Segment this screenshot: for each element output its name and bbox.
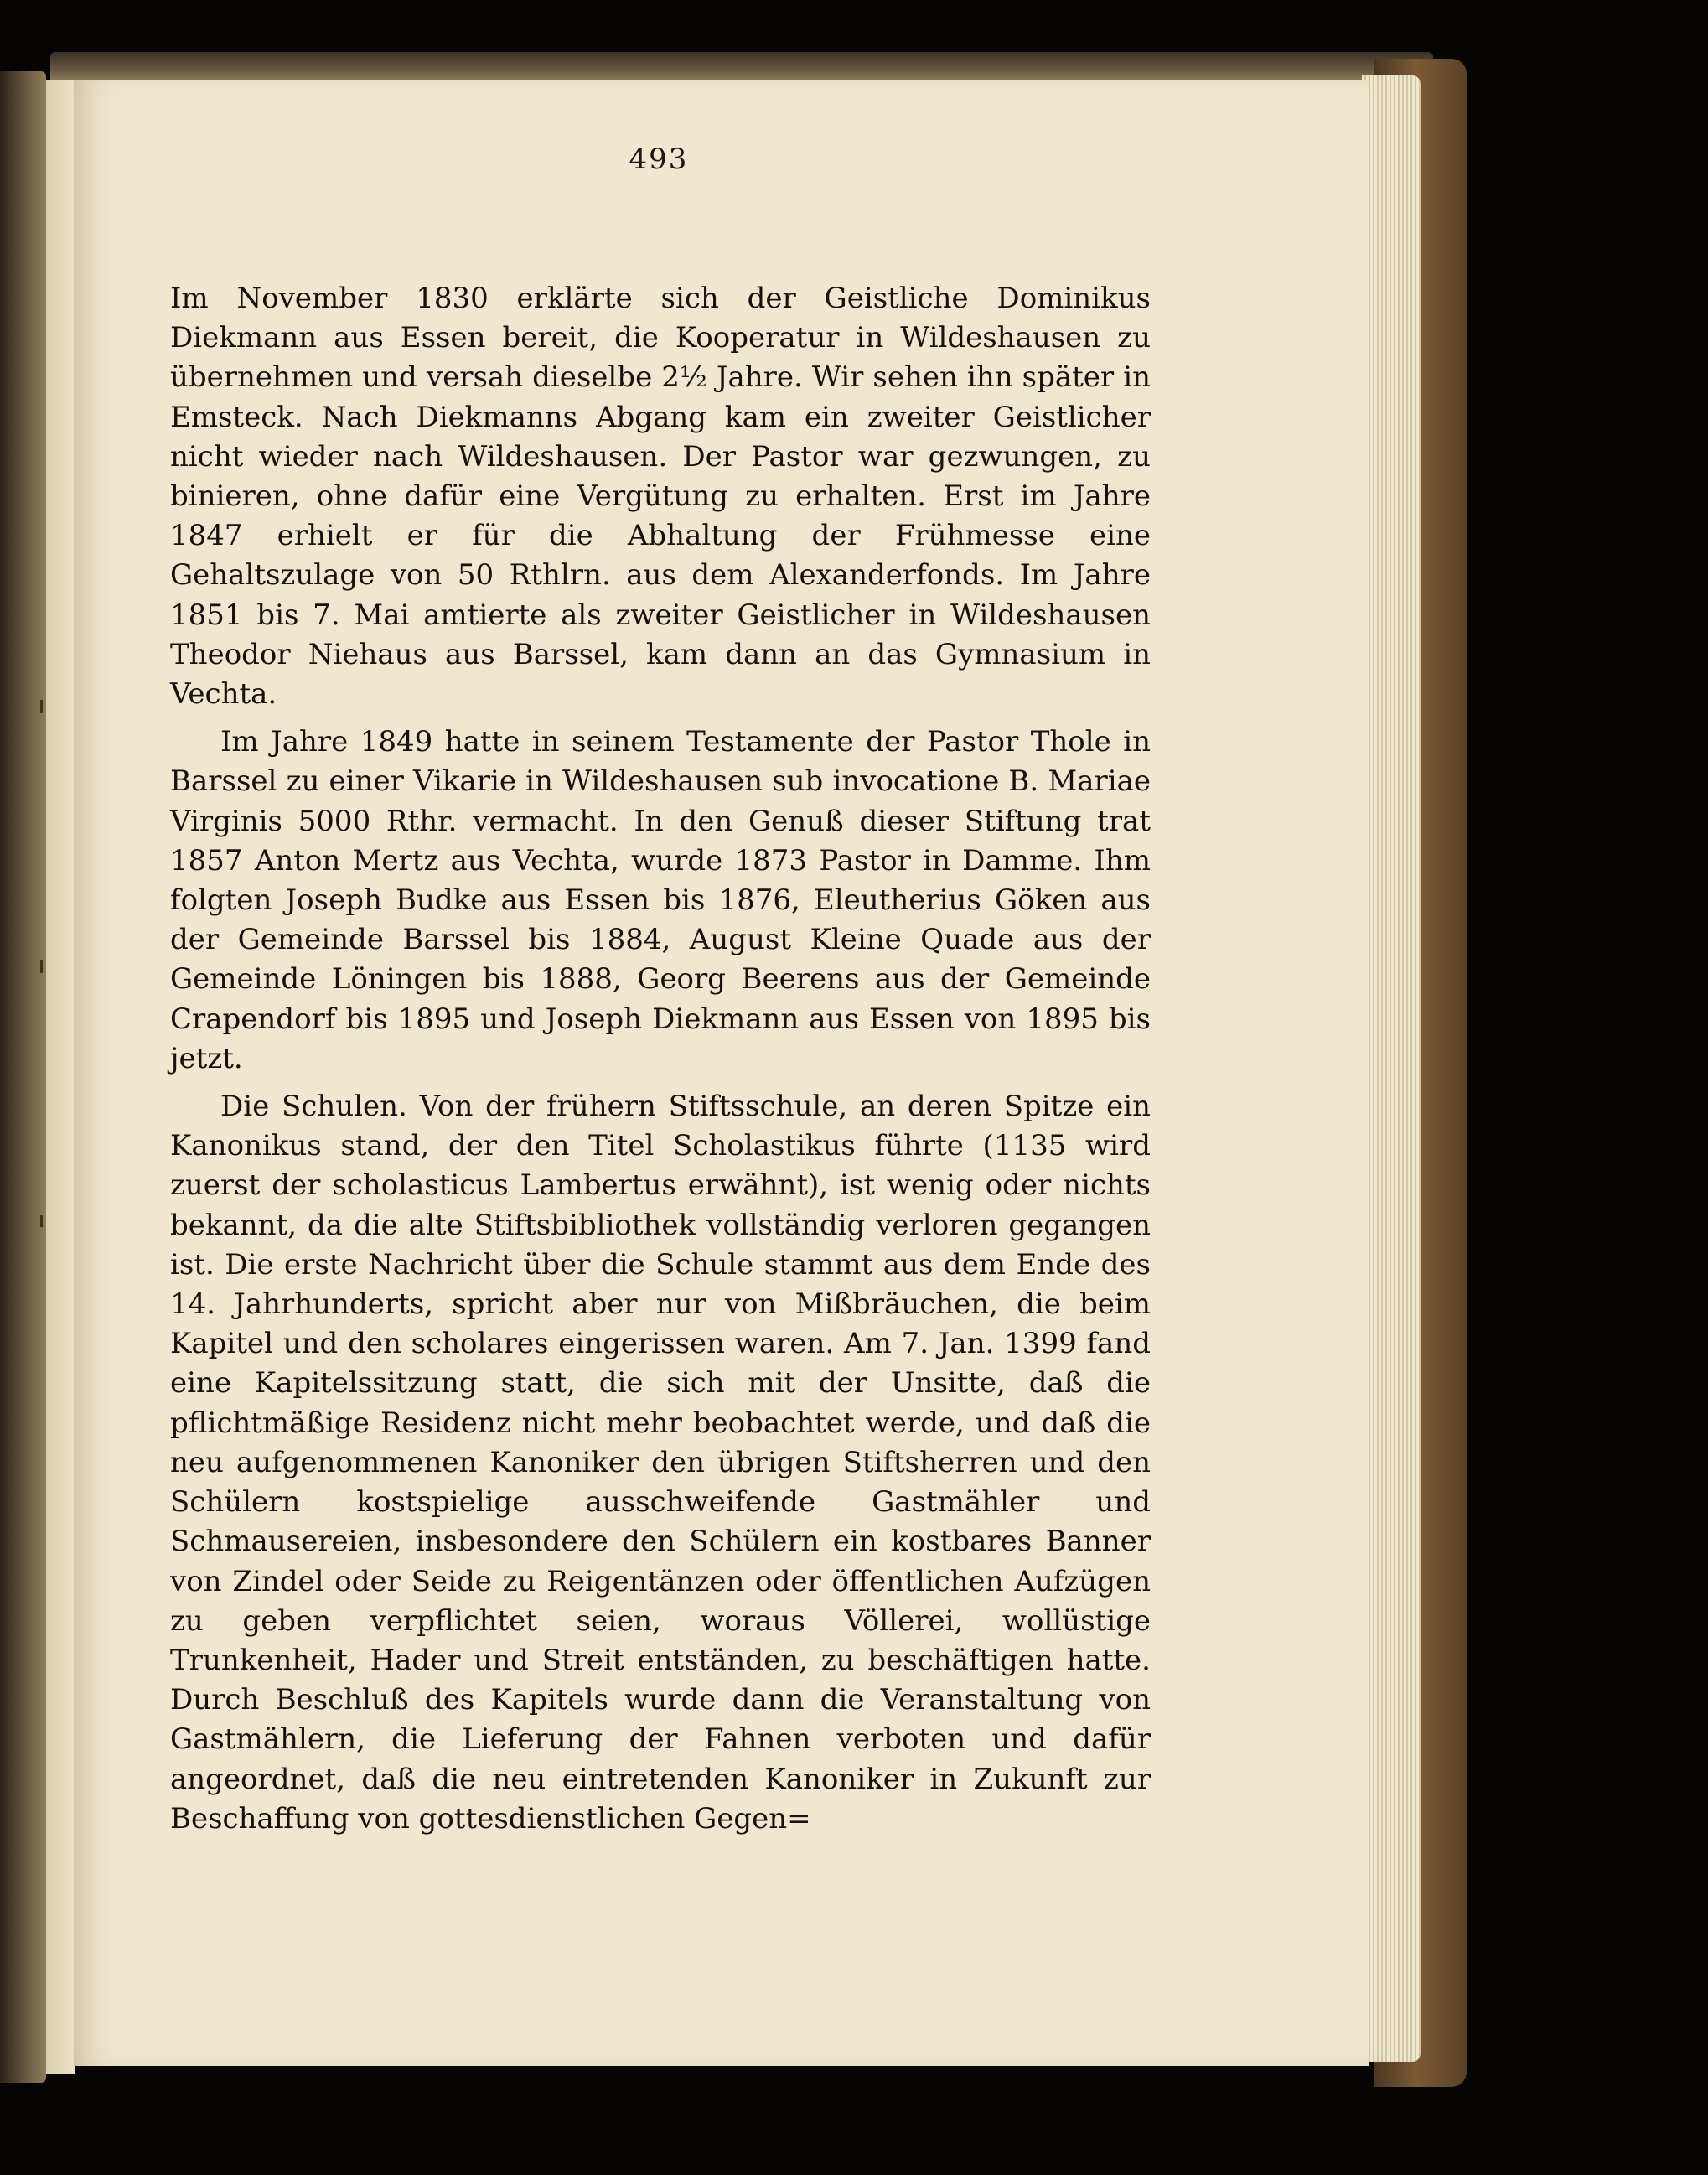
page-number: 493 (629, 142, 689, 176)
facing-page-edge (46, 80, 75, 2074)
margin-mark (40, 1215, 43, 1227)
paragraph-schulen: Die Schulen. Von der frühern Stiftsschule, an deren Spitze ein Kanonikus stand, der den Titel Scholastikus führte (1135 wird zuerst der scholasticus Lambertus erwähnt), ist wenig oder nichts bekannt, da die alte Stiftsbibliothek vollständig verloren gegangen ist. Die erste Nachricht über die Schule stammt aus dem Ende des 14. Jahrhunderts, spricht aber nur von Mißbräuchen, die beim Kapitel und den scholares eingerissen waren. Am 7. Jan. 1399 fand eine Kapitelssitzung statt, die sich mit der Unsitte, daß die pflichtmäßige Residenz nicht mehr beobachtet werde, und daß die neu aufgenommenen Kanoniker den übrigen Stiftsherren und den Schülern kostspielige ausschweifende Gastmähler und Schmausereien, insbesondere den Schülern ein kostbares Banner von Zindel oder Seide zu Reigentänzen oder öffentlichen Aufzügen zu geben verpflichtet seien, woraus Völlerei, wollüstige Trunkenheit, Hader und Streit entständen, zu beschäftigen hatte. Durch Beschluß des Kapitels wurde dann die Veranstaltung von Gastmählern, die Lieferung der Fahnen verboten und dafür angeordnet, daß die neu eintretenden Kanoniker in Zukunft zur Beschaffung von gottesdienstlichen Gegen= (170, 1090, 1151, 1836)
facing-page (0, 71, 46, 2083)
body-text (170, 279, 1151, 1839)
margin-mark (40, 700, 43, 713)
page-fore-edge (1362, 75, 1421, 2062)
margin-mark (40, 960, 43, 973)
paragraph-vikarie: Im Jahre 1849 hatte in seinem Testamente der Pastor Thole in Barssel zu einer Vikarie in Wildeshausen sub invocatione B. Mariae Virginis 5000 Rthr. vermacht. In den Genuß dieser Stiftung trat 1857 Anton Mertz aus Vechta, wurde 1873 Pastor in Damme. Ihm folgten Joseph Budke aus Essen bis 1876, Eleutherius Göken aus der Gemeinde Barssel bis 1884, August Kleine Quade aus der Gemeinde Löningen bis 1888, Georg Beerens aus der Gemeinde Crapendorf bis 1895 und Joseph Diekmann aus Essen von 1895 bis jetzt. (170, 725, 1151, 1075)
paragraph-cooperatur: Im November 1830 erklärte sich der Geistliche Dominikus Diekmann aus Essen bereit, die Kooperatur in Wildeshausen zu übernehmen und versah dieselbe 2½ Jahre. Wir sehen ihn später in Emsteck. Nach Diekmanns Abgang kam ein zweiter Geistlicher nicht wieder nach Wildeshausen. Der Pastor war gezwungen, zu binieren, ohne dafür eine Vergütung zu erhalten. Erst im Jahre 1847 erhielt er für die Abhaltung der Frühmesse eine Gehaltszulage von 50 Rthlrn. aus dem Alexanderfonds. Im Jahre 1851 bis 7. Mai amtierte als zweiter Geistlicher in Wildeshausen Theodor Niehaus aus Barssel, kam dann an das Gymnasium in Vechta. (170, 282, 1151, 712)
